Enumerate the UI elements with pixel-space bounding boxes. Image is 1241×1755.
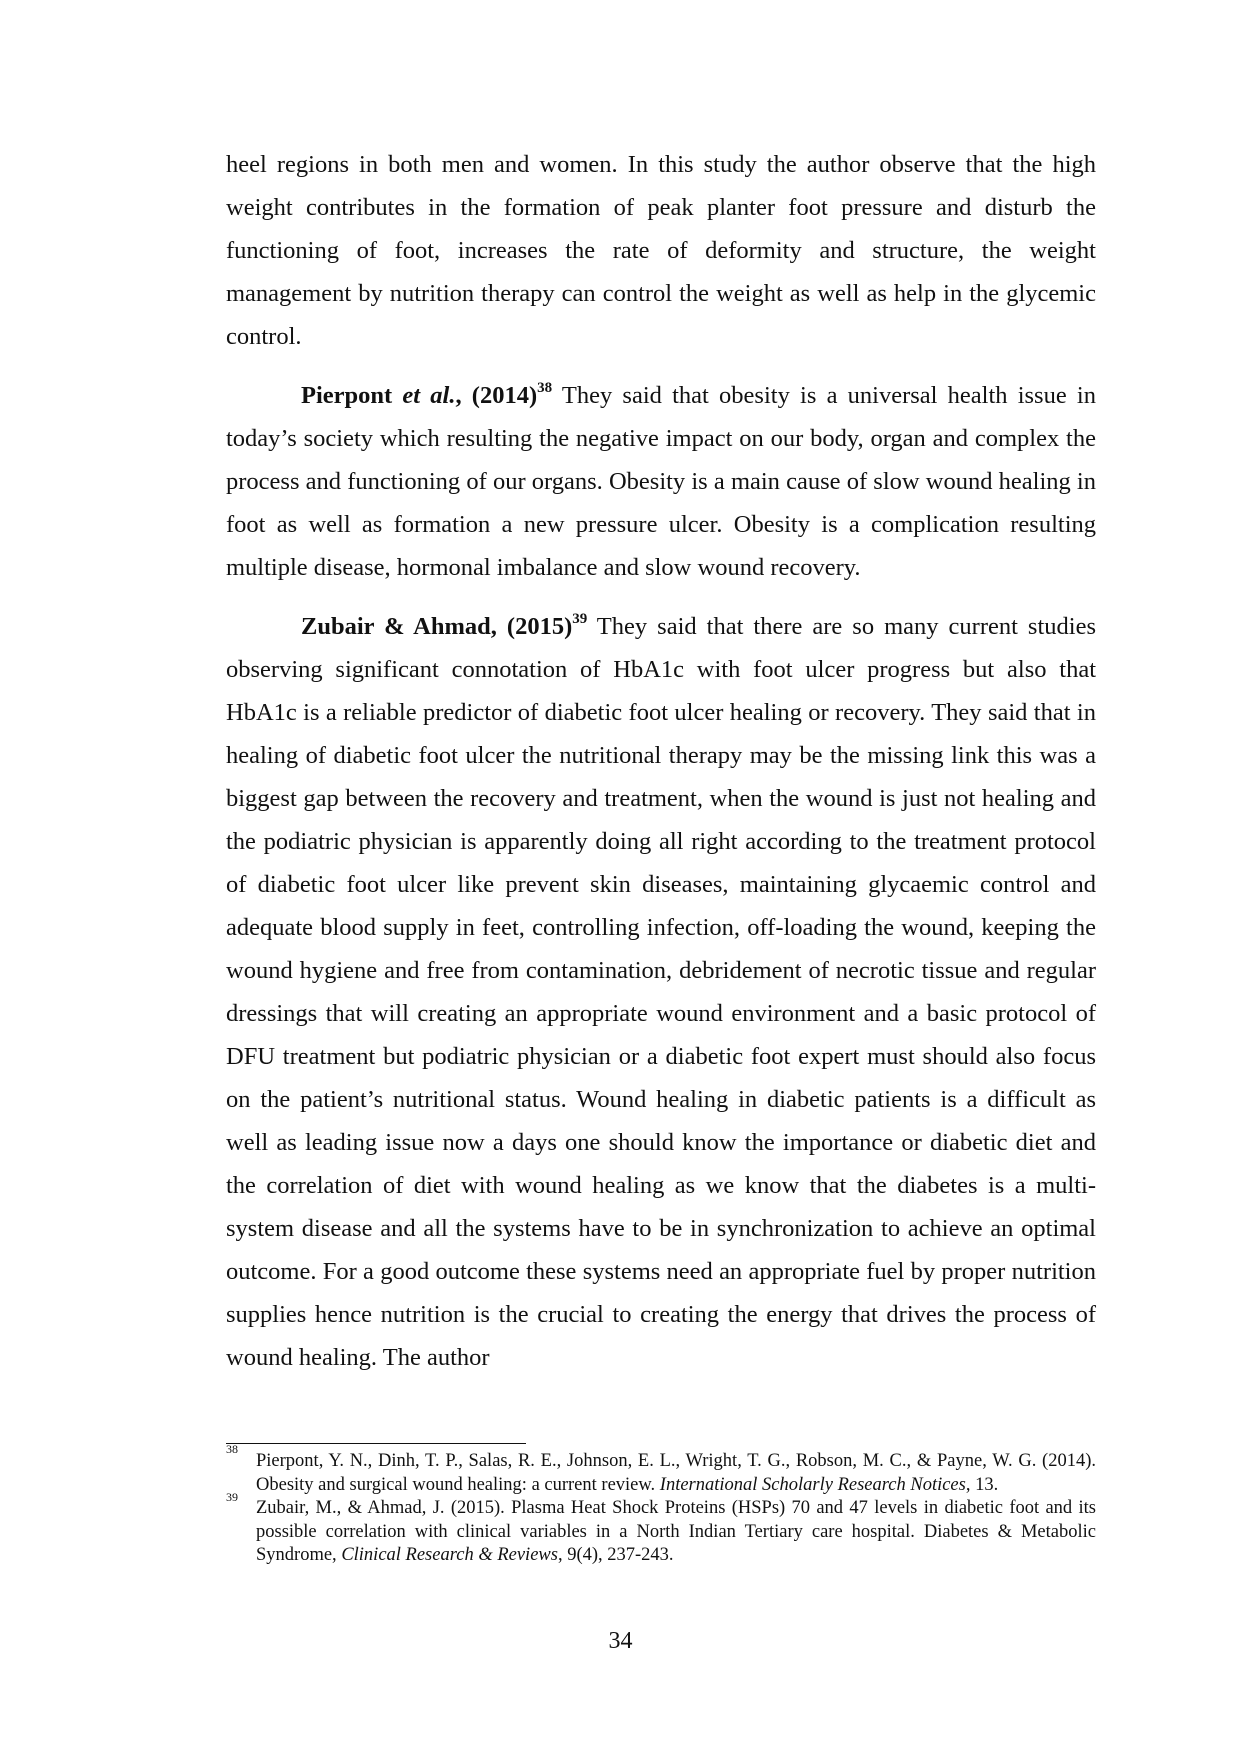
footnote-39 <box>226 1490 1096 1568</box>
page-number: 34 <box>608 1628 633 1654</box>
footnote-ref-38: 38 <box>537 379 553 396</box>
body-text <box>226 143 1096 1395</box>
footnote-39-text: Zubair, M., & Ahmad, J. (2015). Plasma Heat Shock Proteins (HSPs) 70 and 47 levels in diabetic foot and its possible correlation with clinical variables in a North Indian Tertiary care hospital. Diabetes & Metabolic Syndrome, <box>256 1498 1096 1565</box>
zubair-paragraph <box>226 605 1096 1379</box>
continuation-text: heel regions in both men and women. In this study the author observe that the high weight contributes in the formation of peak planter foot pressure and disturb the functioning of foot, increases the rate of deformity and structure, the weight management by nutrition therapy can control the weight as well as help in the glycemic control. <box>226 151 1096 350</box>
footnote-38-journal: International Scholarly Research Notices <box>659 1474 966 1495</box>
footnotes <box>226 1442 1096 1568</box>
pierpont-author: Pierpont <box>301 382 403 409</box>
footnote-38-text: Pierpont, Y. N., Dinh, T. P., Salas, R. E., Johnson, E. L., Wright, T. G., Robson, M. C., & Payne, W. G. (2014). Obesity and surgical wound healing: a current review. <box>256 1451 1096 1495</box>
footnote-39-journal: Clinical Research & Reviews <box>341 1545 558 1565</box>
pierpont-text: They said that obesity is a universal health issue in today’s society which resulting the negative impact on our body, organ and complex the process and functioning of our organs. Obesity is a main cause of slow wound healing in foot as well as formation a new pressure ulcer. Obesity is a complication resulting multiple disease, hormonal imbalance and slow wound recovery. <box>226 382 1096 581</box>
footnote-39-end: , 9(4), 237-243. <box>557 1545 674 1565</box>
footnote-38 <box>226 1442 1096 1497</box>
zubair-author: Zubair & Ahmad, (2015) <box>301 613 573 640</box>
pierpont-year: , (2014) <box>455 382 538 409</box>
continuation-paragraph <box>226 143 1096 358</box>
footnote-ref-39: 39 <box>572 610 588 627</box>
pierpont-etal: et al. <box>402 382 456 409</box>
footnote-39-number: 39 <box>226 1490 238 1504</box>
footnote-separator <box>226 1443 526 1444</box>
footnote-38-number: 38 <box>226 1442 238 1456</box>
zubair-text: They said that there are so many current studies observing significant connotation of HbA1c with foot ulcer progress but also that HbA1c is a reliable predictor of diabetic foot ulcer healing or recovery. They said that in healing of diabetic foot ulcer the nutritional therapy may be the missing link this was a biggest gap between the recovery and treatment, when the wound is just not healing and the podiatric physician is apparently doing all right according to the treatment protocol of diabetic foot ulcer like prevent skin diseases, maintaining glycaemic control and adequate blood supply in feet, controlling infection, off-loading the wound, keeping the wound hygiene and free from contamination, debridement of necrotic tissue and regular dressings that will creating an appropriate wound environment and a basic protocol of DFU treatment but podiatric physician or a diabetic foot expert must should also focus on the patient’s nutritional status. Wound healing in diabetic patients is a difficult as well as leading issue now a days one should know the importance or diabetic diet and the correlation of diet with wound healing as we know that the diabetes is a multi-system disease and all the systems have to be in synchronization to achieve an optimal outcome. For a good outcome these systems need an appropriate fuel by proper nutrition supplies hence nutrition is the crucial to creating the energy that drives the process of wound healing. The author <box>226 613 1096 1371</box>
footnote-38-end: , 13. <box>965 1474 999 1495</box>
pierpont-paragraph <box>226 374 1096 589</box>
zubair-citation-heading <box>301 610 588 640</box>
pierpont-citation-heading <box>301 379 553 409</box>
